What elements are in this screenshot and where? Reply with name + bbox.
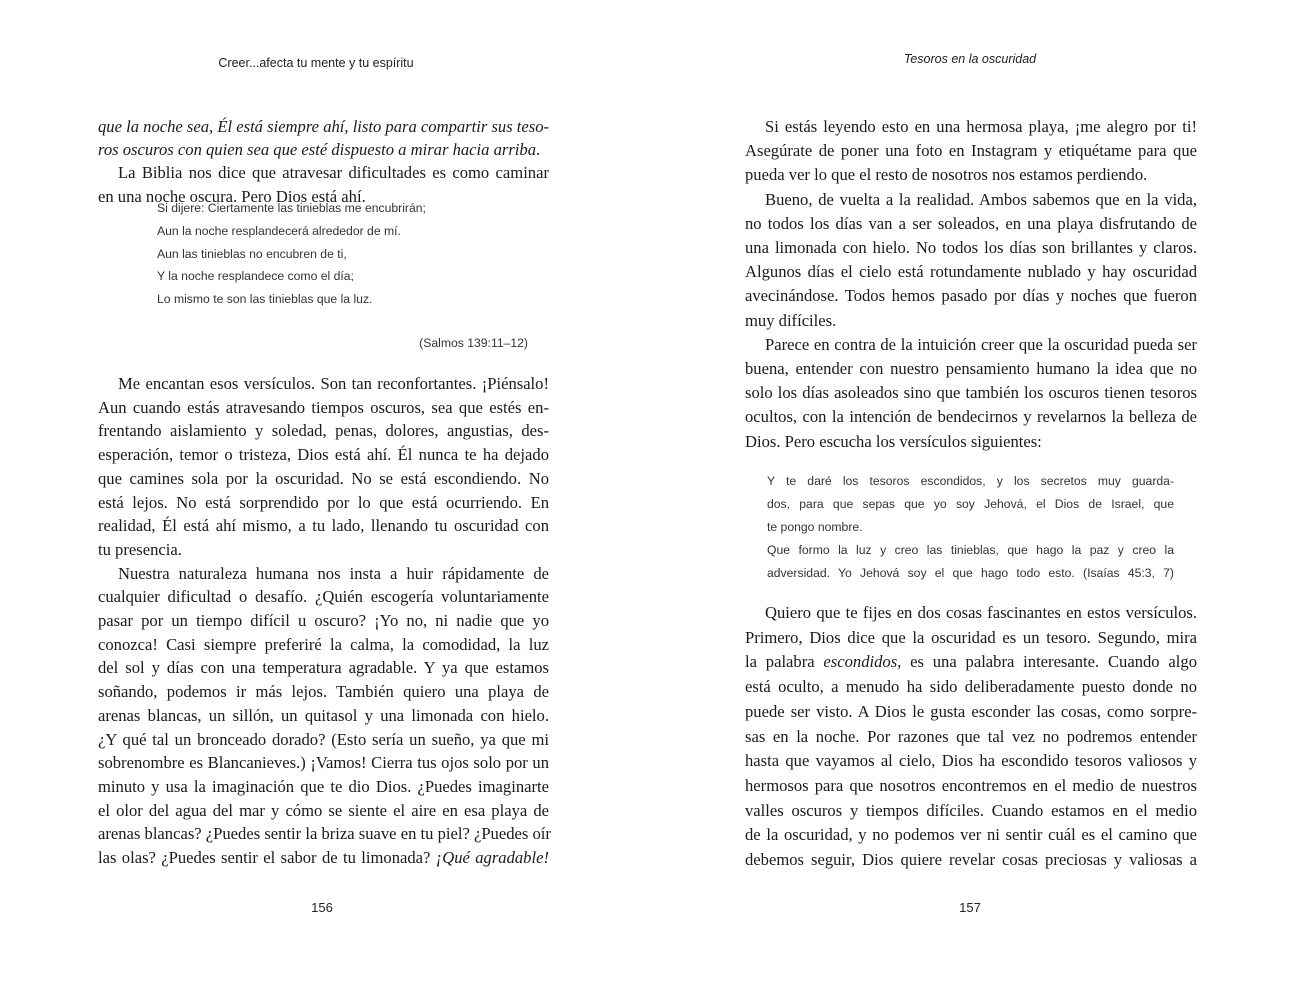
text-line [745, 381, 1197, 405]
text-line [98, 161, 549, 184]
text-segment: la palabra [745, 652, 824, 672]
text-segment: realidad, Él está ahí mismo, a tu lado, llenando tu oscuridad con [98, 516, 549, 536]
text-line [98, 396, 549, 420]
text-line [745, 725, 1197, 750]
text-segment: Dios. Pero escucha los versículos siguientes: [745, 431, 1042, 451]
text-line [98, 138, 549, 161]
text-line [98, 799, 549, 823]
text-line [98, 538, 549, 562]
text-line [745, 774, 1197, 799]
text-line [745, 675, 1197, 700]
text-segment: minuto y usa la imaginación que te dio Dios. ¿Puedes imaginarte [98, 776, 549, 796]
text-line [745, 163, 1197, 187]
text-segment: , es una palabra interesante. Cuando algo [897, 652, 1197, 672]
text-line [745, 823, 1197, 848]
right-scripture-quote [767, 470, 1174, 585]
text-segment: está lejos. No está sorprendido por lo que está ocurriendo. En [98, 492, 549, 512]
text-line [98, 751, 549, 775]
text-line [98, 775, 549, 799]
text-segment: frentando aislamiento y soledad, penas, dolores, angustias, des- [98, 421, 549, 441]
text-segment: Nuestra naturaleza humana nos insta a huir rápidamente de [118, 563, 549, 583]
text-segment: esperación, temor o tristeza, Dios está ahí. Él nunca te ha dejado [98, 445, 549, 465]
left-scripture-quote [157, 197, 537, 311]
text-segment: soñando, podemos ir más lejos. También quiero una playa de [98, 682, 549, 702]
text-segment: Aun cuando estás atravesando tiempos oscuros, sea que estés en- [98, 397, 549, 417]
text-line [745, 799, 1197, 824]
verse-line: te pongo nombre. [767, 520, 863, 534]
text-segment: hasta que vayamos al cielo, Dios ha escondido tesoros valiosos y [745, 751, 1197, 771]
text-segment: avecinándose. Todos hemos pasado por días y noches que fueron [745, 286, 1197, 306]
text-segment: Si estás leyendo esto en una hermosa playa, ¡me alegro por ti! [765, 117, 1197, 136]
text-segment: pueda ver lo que el resto de nosotros nos estamos perdiendo. [745, 165, 1148, 185]
text-line [98, 562, 549, 586]
text-segment: Parece en contra de la intuición creer que la oscuridad pueda ser [765, 334, 1197, 354]
text-segment: no todos los días van a ser soleados, en una playa disfrutando de [745, 213, 1197, 233]
text-segment: pasar por un tiempo difícil u oscuro? ¡Yo no, ni nadie que yo [98, 611, 549, 631]
text-segment: arenas blancas? ¿Puedes sentir la briza suave en tu piel? ¿Puedes oír [98, 824, 551, 844]
text-segment: ¿Y qué tal un bronceado dorado? (Esto sería un sueño, ya que mi [98, 729, 549, 749]
text-line [745, 333, 1197, 357]
left-body-top [98, 115, 549, 208]
text-segment: del sol y días con una temperatura agradable. Y ya que estamos [98, 658, 549, 678]
text-segment: . [536, 140, 541, 160]
text-line [745, 626, 1197, 651]
text-segment: hermosos para que nosotros encontremos en el medio de nuestros [745, 775, 1197, 795]
text-line [98, 443, 549, 467]
text-line [745, 139, 1197, 163]
text-line [98, 846, 549, 870]
italic-text: ¡Qué agradable! [435, 848, 549, 868]
running-head-left: Creer...afecta tu mente y tu espíritu [218, 56, 414, 70]
text-line [745, 749, 1197, 774]
text-segment: el olor del agua del mar y cómo se siente el aire en esa playa de [98, 800, 549, 820]
text-segment: tu presencia. [98, 539, 182, 559]
text-line [745, 357, 1197, 381]
left-body-main [98, 372, 549, 870]
text-line [745, 309, 1197, 333]
italic-text: escondidos [823, 652, 898, 672]
text-line [745, 848, 1197, 873]
right-body-top [745, 115, 1197, 454]
text-segment: Bueno, de vuelta a la realidad. Ambos sabemos que en la vida, [765, 189, 1197, 209]
left-scripture-citation: (Salmos 139:11–12) [419, 336, 528, 350]
text-segment: sobrenombre es Blancanieves.) ¡Vamos! Cierra tus ojos solo por un [98, 753, 549, 773]
right-body-main [745, 601, 1197, 873]
verse-line: adversidad. Yo Jehová soy el que hago todo esto. (Isaías 45:3, 7) [767, 566, 1174, 580]
italic-text: ros oscuros con quien sea que esté dispuesto a mirar hacia arriba [98, 140, 537, 160]
text-segment: La Biblia nos dice que atravesar dificultades es como caminar [118, 163, 549, 183]
text-line [98, 822, 549, 846]
text-line [745, 260, 1197, 284]
text-line [745, 236, 1197, 260]
text-line [98, 633, 549, 657]
running-head-right: Tesoros en la oscuridad [903, 52, 1037, 66]
verse-line: Que formo la luz y creo las tinieblas, que hago la paz y creo la [767, 543, 1174, 557]
text-line [745, 284, 1197, 308]
text-segment: está oculto, a menudo ha sido deliberadamente puesto donde no [745, 677, 1197, 697]
text-line [745, 700, 1197, 725]
verse-line: Aun la noche resplandecerá alrededor de mí. [157, 223, 401, 238]
verse-line: dos, para que sepas que yo soy Jehová, el Dios de Israel, que [767, 497, 1174, 511]
text-line [745, 212, 1197, 236]
text-segment: en una noche oscura. Pero Dios está ahí. [98, 186, 366, 206]
text-segment: muy difíciles. [745, 310, 837, 330]
text-line [745, 115, 1197, 139]
text-segment: solo los días asoleados sino que también los oscuros tienen tesoros [745, 383, 1197, 403]
text-segment: debemos seguir, Dios quiere revelar cosas preciosas y valiosas a [745, 850, 1197, 870]
text-line [98, 680, 549, 704]
text-segment: sas en la noche. Por razones que tal vez no podremos entender [745, 726, 1197, 746]
text-line [98, 609, 549, 633]
text-line [98, 704, 549, 728]
verse-line: Y te daré los tesoros escondidos, y los secretos muy guarda- [767, 474, 1174, 488]
text-line [98, 372, 549, 396]
text-segment: arenas blancas, un sillón, un quitasol y una limonada con hielo. [98, 705, 549, 725]
text-segment: valles oscuros y tiempos difíciles. Cuando estamos en el medio [745, 800, 1197, 820]
text-segment: Algunos días el cielo está rotundamente nublado y hay oscuridad [745, 262, 1197, 282]
text-segment: de la oscuridad, y no podemos ver ni sentir cuál es el camino que [745, 825, 1197, 845]
page-number-left: 156 [311, 900, 333, 915]
text-line [745, 405, 1197, 429]
text-segment: puede ser visto. A Dios le gusta esconder las cosas, como sorpre- [745, 701, 1197, 721]
text-line [98, 419, 549, 443]
text-segment: cualquier dificultad o desafío. ¿Quién escogería voluntariamente [98, 587, 549, 607]
text-line [98, 585, 549, 609]
verse-line: Lo mismo te son las tinieblas que la luz. [157, 292, 373, 307]
text-segment: buena, entender con nuestro pensamiento humano la idea que no [745, 359, 1197, 379]
text-segment: Quiero que te fijes en dos cosas fascinantes en estos versículos. [765, 603, 1197, 622]
text-line [98, 656, 549, 680]
text-line [745, 188, 1197, 212]
text-segment: Asegúrate de poner una foto en Instagram y etiquétame para que [745, 141, 1197, 161]
text-segment: ocultos, con la intención de bendecirnos y revelarnos la belleza de [745, 407, 1197, 427]
text-line [745, 430, 1197, 454]
text-line [98, 467, 549, 491]
text-line [98, 115, 549, 138]
text-segment: conozca! Casi siempre preferiré la calma, la comodidad, la luz [98, 634, 549, 654]
text-segment: que camines sola por la oscuridad. No se está escondiendo. No [98, 468, 549, 488]
text-line [98, 514, 549, 538]
verse-line: Y la noche resplandece como el día; [157, 269, 354, 284]
text-line [98, 491, 549, 515]
verse-line: Aun las tinieblas no encubren de ti, [157, 246, 347, 261]
text-segment: una limonada con hielo. No todos los días son brillantes y claros. [745, 238, 1197, 258]
text-line [98, 728, 549, 752]
text-line [745, 601, 1197, 626]
page-number-right: 157 [959, 900, 981, 915]
text-segment: las olas? ¿Puedes sentir el sabor de tu limonada? [98, 848, 436, 868]
italic-text: que la noche sea, Él está siempre ahí, listo para compartir sus teso- [98, 117, 550, 136]
verse-line: Si dijere: Ciertamente las tinieblas me encubrirán; [157, 201, 426, 215]
text-segment: Primero, Dios dice que la oscuridad es un tesoro. Segundo, mira [745, 627, 1197, 647]
text-segment: Me encantan esos versículos. Son tan reconfortantes. ¡Piénsalo! [118, 374, 549, 393]
text-line [745, 650, 1197, 675]
